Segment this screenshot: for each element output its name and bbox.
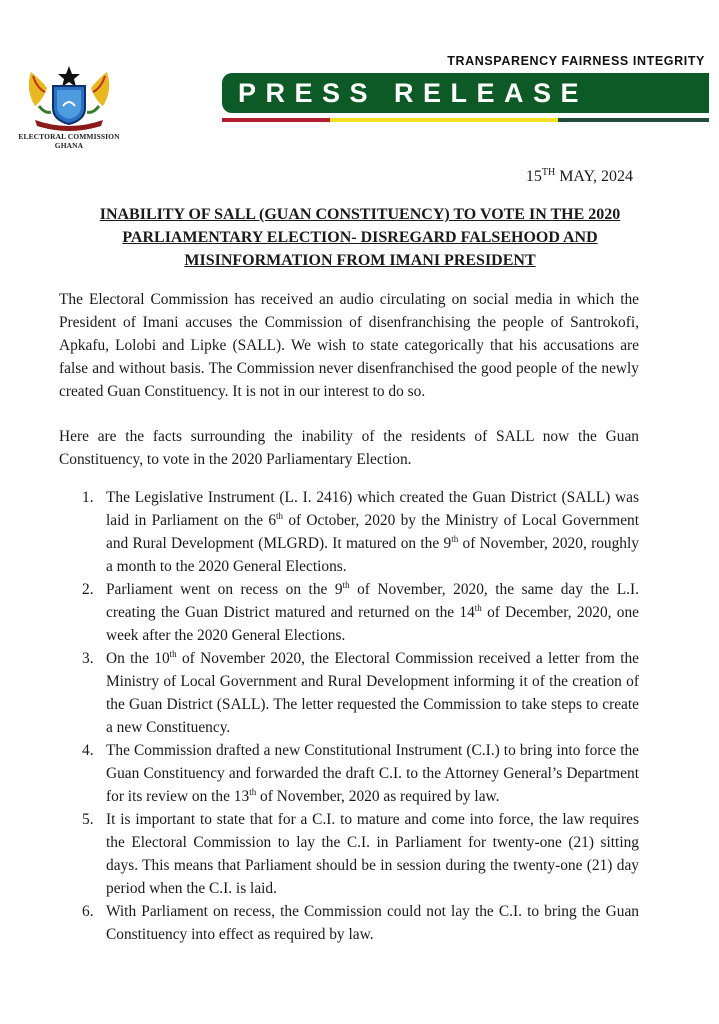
fact-text: Parliament went on recess on the 9: [106, 581, 343, 598]
fact-text: of December, 2020, one week after the 2020 General Elections.: [106, 604, 639, 644]
coat-of-arms-icon: [21, 62, 117, 132]
banner-title: PRESS RELEASE: [238, 78, 589, 108]
date-day: 15: [525, 168, 542, 185]
tagline: TRANSPARENCY FAIRNESS INTEGRITY: [447, 54, 705, 68]
fact-item: [59, 647, 639, 739]
ordinal-suffix: th: [276, 511, 284, 521]
fact-item: [59, 486, 639, 578]
fact-number: 5.: [82, 811, 94, 828]
fact-item: [59, 808, 639, 900]
ordinal-suffix: th: [451, 534, 459, 544]
stripe-red: [222, 118, 330, 122]
fact-text: On the 10: [106, 650, 170, 667]
press-release-banner: [222, 73, 709, 113]
fact-text: It is important to state that for a C.I. to mature and come into force, the law requires the Electoral Commission to lay the C.I. in Parliament for twenty-one (21) sitting days. This means that Parliament should be in session during the twenty-one (21) day period when the C.I. is laid.: [106, 811, 639, 897]
fact-item: [59, 739, 639, 808]
fact-text: The Legislative Instrument (L. I. 2416) which created the Guan District (SALL) was laid in Parliament on the 6: [106, 489, 639, 529]
facts-list: [59, 486, 639, 946]
fact-text: of October, 2020 by the Ministry of Local Government and Rural Development (MLGRD). It matured on the 9: [106, 512, 639, 552]
ordinal-suffix: th: [169, 649, 177, 659]
fact-number: 6.: [82, 903, 94, 920]
title-line-1: INABILITY OF SALL (GUAN CONSTITUENCY) TO VOTE IN THE 2020: [99, 206, 621, 223]
date-suffix: TH: [541, 167, 556, 178]
stripe-green: [558, 118, 709, 122]
release-date: [526, 168, 633, 186]
ordinal-suffix: th: [474, 603, 482, 613]
document-title: [60, 203, 660, 272]
fact-item: [59, 900, 639, 946]
fact-text: of November, 2020, roughly a month to the 2020 General Elections.: [106, 535, 639, 575]
fact-number: 4.: [82, 742, 94, 759]
intro-paragraph: The Electoral Commission has received an audio circulating on social media in which the President of Imani accuses the Commission of disenfranchising the people of Santrokofi, Apkafu, Lolobi and Lipke (SALL). We wish to state categorically that his accusations are false and without basis. The Commission never disenfranchised the good people of the newly created Guan Constituency. It is not in our interest to do so.: [59, 291, 639, 400]
ec-logo-block: [14, 62, 124, 150]
country-name: GHANA: [54, 141, 84, 150]
fact-text: of November 2020, the Electoral Commission received a letter from the Ministry of Local Government and Rural Development informing it of the creation of the Guan District (SALL). The letter requested the Commission to take steps to create a new Constituency.: [106, 650, 639, 736]
fact-item: [59, 578, 639, 647]
title-line-3: MISINFORMATION FROM IMANI PRESIDENT: [184, 252, 536, 269]
fact-text: of November, 2020, the same day the L.I. creating the Guan District matured and returned on the 14: [106, 581, 640, 621]
fact-number: 2.: [82, 581, 94, 598]
facts-intro-paragraph: Here are the facts surrounding the inability of the residents of SALL now the Guan Constituency, to vote in the 2020 Parliamentary Election.: [59, 428, 639, 468]
fact-number: 1.: [82, 489, 94, 506]
fact-text: of November, 2020 as required by law.: [256, 788, 500, 805]
ordinal-suffix: th: [342, 580, 350, 590]
fact-number: 3.: [82, 650, 94, 667]
fact-text: The Commission drafted a new Constitutional Instrument (C.I.) to bring into force the Guan Constituency and forwarded the draft C.I. to the Attorney General’s Department for its review on the 13: [106, 742, 639, 805]
stripe-yellow: [330, 118, 558, 122]
ordinal-suffix: th: [249, 787, 257, 797]
organization-name: ELECTORAL COMMISSION: [18, 132, 120, 141]
title-line-2: PARLIAMENTARY ELECTION- DISREGARD FALSEHOOD AND: [122, 229, 598, 246]
fact-text: With Parliament on recess, the Commission could not lay the C.I. to bring the Guan Constituency into effect as required by law.: [106, 903, 639, 943]
date-rest: MAY, 2024: [559, 168, 633, 185]
